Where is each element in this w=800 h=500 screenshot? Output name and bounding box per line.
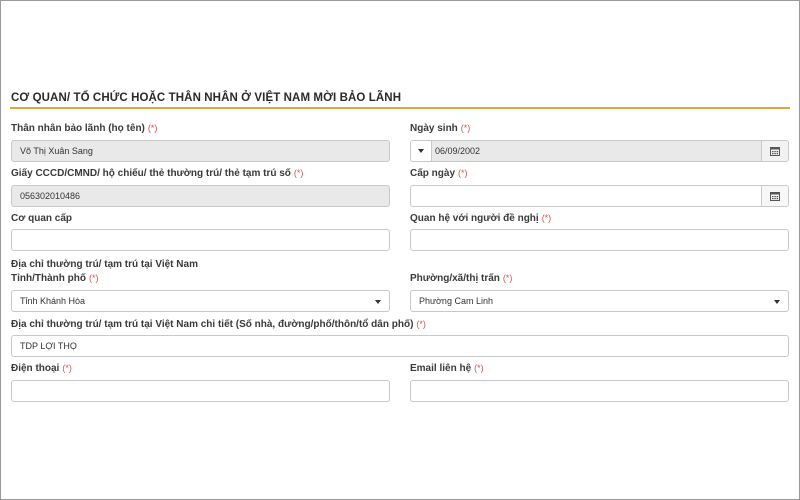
chevron-down-icon — [418, 149, 424, 153]
email-label-text: Email liên hệ — [410, 363, 472, 374]
province-label-text: Tỉnh/Thành phố — [11, 273, 86, 284]
province-select[interactable] — [11, 290, 390, 312]
calendar-icon — [770, 191, 780, 201]
issuing-agency-label — [11, 213, 72, 224]
address-detail-label — [11, 319, 426, 330]
email-label — [410, 363, 484, 374]
required-mark: (*) — [88, 273, 99, 283]
sponsor-name-field[interactable]: Võ Thị Xuân Sang — [11, 140, 390, 162]
ward-select[interactable] — [410, 290, 789, 312]
required-mark: (*) — [458, 168, 468, 178]
dob-value: 06/09/2002 — [435, 146, 481, 156]
issuing-agency-label-text: Cơ quan cấp — [11, 213, 73, 224]
section-divider — [10, 107, 790, 109]
section-title: CƠ QUAN/ TỔ CHỨC HOẶC THÂN NHÂN Ở VIỆT NAM MỜI BẢO LÃNH — [11, 92, 402, 104]
ward-label — [410, 273, 512, 284]
address-detail-label-text: Địa chỉ thường trú/ tạm trú tại Việt Nam chi tiết (Số nhà, đường/phố/thôn/tổ dân phố) — [11, 319, 414, 330]
required-mark: (*) — [293, 168, 304, 178]
phone-field[interactable] — [11, 380, 390, 402]
id-number-field[interactable]: 056302010486 — [11, 185, 390, 207]
relationship-label — [410, 213, 551, 224]
required-mark: (*) — [474, 363, 484, 373]
dob-label — [410, 123, 470, 134]
ward-label-text: Phường/xã/thị trấn — [410, 273, 500, 284]
id-number-label — [11, 168, 303, 179]
dob-label-text: Ngày sinh — [410, 123, 458, 134]
dob-dropdown-toggle[interactable] — [411, 141, 432, 161]
sponsor-name-label-text: Thân nhân bảo lãnh (họ tên) — [11, 123, 145, 134]
calendar-icon — [770, 146, 780, 156]
ward-value: Phường Cam Linh — [419, 296, 493, 306]
issue-date-label — [410, 168, 468, 179]
province-label — [11, 273, 98, 284]
dob-calendar-button[interactable] — [761, 141, 788, 161]
required-mark: (*) — [147, 123, 158, 133]
dob-field[interactable] — [410, 140, 789, 162]
issue-date-calendar-button[interactable] — [761, 186, 788, 206]
issue-date-label-text: Cấp ngày — [410, 168, 456, 179]
email-field[interactable] — [410, 380, 789, 402]
sponsor-name-label — [11, 123, 157, 134]
province-value: Tỉnh Khánh Hòa — [20, 296, 86, 306]
chevron-down-icon — [375, 300, 381, 304]
issue-date-field[interactable] — [410, 185, 789, 207]
required-mark: (*) — [460, 123, 471, 133]
required-mark: (*) — [502, 273, 513, 283]
required-mark: (*) — [416, 319, 426, 329]
chevron-down-icon — [774, 300, 780, 304]
address-detail-field[interactable]: TDP LỢI THỌ — [11, 335, 789, 357]
relationship-label-text: Quan hệ với người đề nghị — [410, 213, 539, 224]
issuing-agency-field[interactable] — [11, 229, 390, 251]
id-number-label-text: Giấy CCCD/CMND/ hộ chiếu/ thẻ thường trú/ thẻ tạm trú số — [11, 168, 291, 179]
relationship-field[interactable] — [410, 229, 789, 251]
address-heading: Địa chỉ thường trú/ tạm trú tại Việt Nam — [11, 259, 198, 270]
phone-label-text: Điện thoại — [11, 363, 60, 374]
required-mark: (*) — [541, 213, 552, 223]
required-mark: (*) — [62, 363, 72, 373]
phone-label — [11, 363, 72, 374]
